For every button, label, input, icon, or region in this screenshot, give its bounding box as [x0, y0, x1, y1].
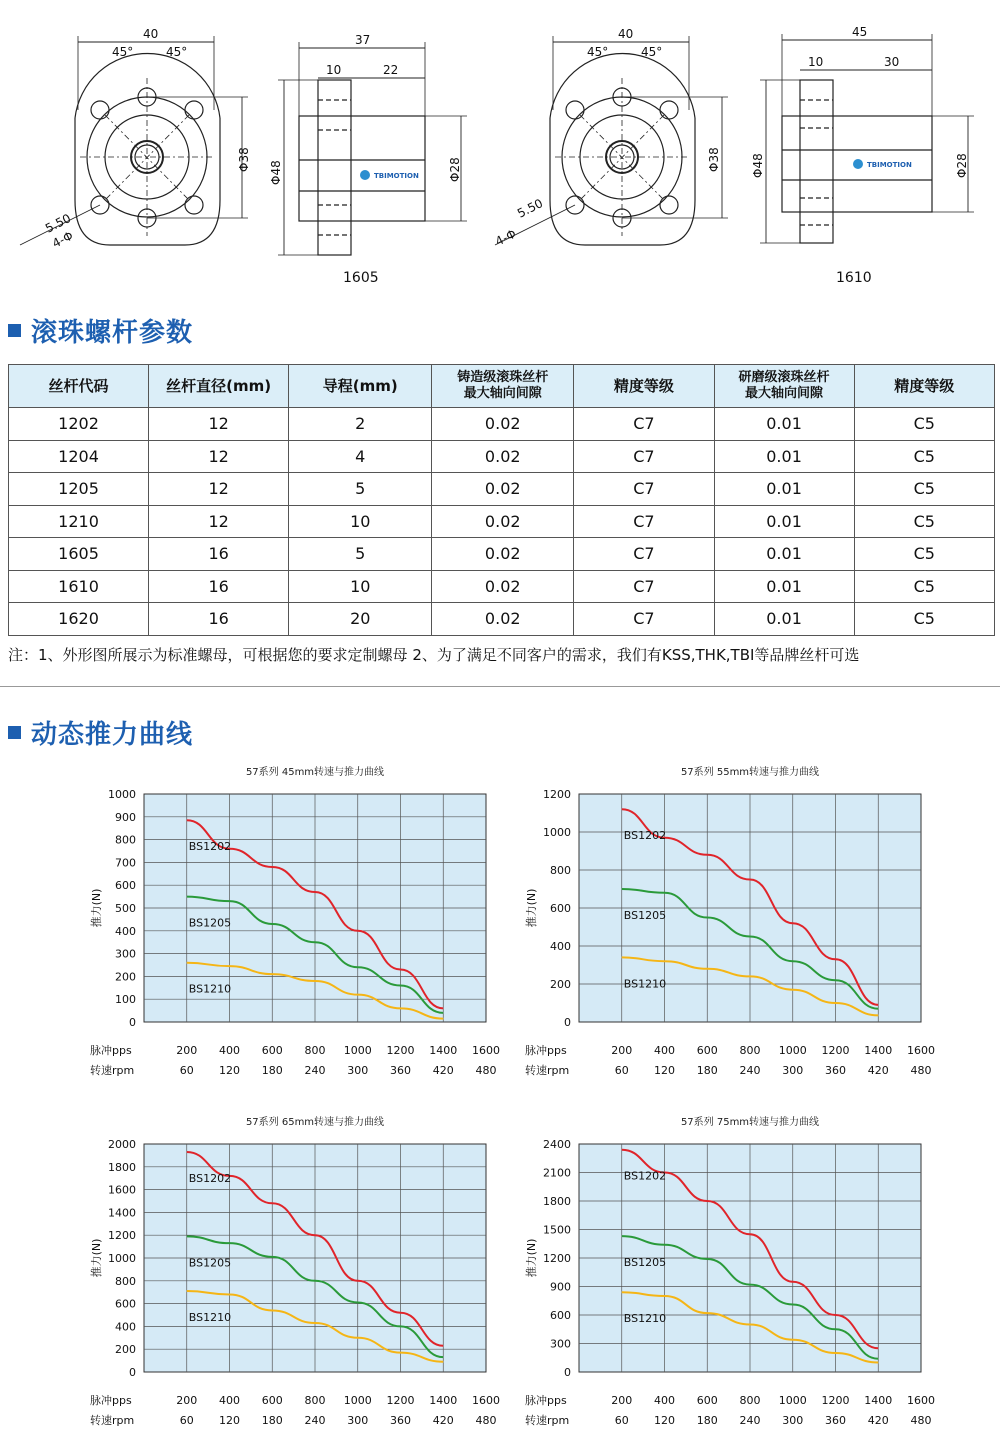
dim-width: 40	[618, 27, 634, 41]
y-tick-label: 0	[564, 1366, 571, 1379]
x-tick-label-rpm: 480	[475, 1064, 497, 1077]
thrust-chart-55mm	[515, 760, 935, 1090]
x-tick-label-pps: 1400	[429, 1044, 458, 1057]
table-cell: 1605	[9, 538, 149, 571]
x-tick-label-rpm: 240	[304, 1414, 326, 1427]
x-tick-label-rpm: 300	[347, 1414, 369, 1427]
section-title-params	[8, 312, 193, 349]
table-cell: 0.01	[714, 538, 854, 571]
y-tick-label: 900	[550, 1280, 571, 1294]
y-tick-label: 800	[115, 1274, 136, 1288]
x-axis-label-pps: 脉冲pps	[90, 1394, 132, 1407]
dim-body: 30	[884, 55, 900, 69]
x-tick-label-pps: 1600	[907, 1044, 935, 1057]
dim-inner: Φ28	[955, 153, 969, 178]
x-tick-label-pps: 400	[219, 1044, 240, 1057]
y-tick-label: 900	[115, 810, 136, 824]
dim-angle2: 45°	[641, 45, 663, 59]
x-tick-label-pps: 1400	[864, 1044, 893, 1057]
x-tick-label-pps: 600	[261, 1394, 283, 1407]
x-tick-label-pps: 1200	[386, 1044, 415, 1057]
x-tick-label-rpm: 120	[654, 1064, 675, 1077]
y-tick-label: 1200	[543, 1252, 571, 1265]
table-cell: 0.02	[432, 408, 574, 441]
x-tick-label-pps: 800	[739, 1044, 761, 1057]
table-cell: C7	[574, 505, 714, 538]
y-tick-label: 400	[550, 940, 571, 953]
series-label: BS1210	[188, 1311, 232, 1325]
y-tick-label: 300	[550, 1337, 571, 1351]
table-cell: 16	[149, 570, 289, 603]
series-label: BS1210	[188, 982, 232, 996]
x-tick-label-rpm: 240	[304, 1064, 326, 1077]
x-tick-label-pps: 200	[176, 1044, 198, 1057]
thrust-chart-75mm	[515, 1110, 935, 1440]
table-row	[9, 570, 995, 603]
section-title-text: 动态推力曲线	[31, 720, 194, 750]
series-label: BS1202	[623, 1169, 667, 1183]
y-tick-label: 2000	[108, 1138, 136, 1151]
logo-right	[853, 159, 912, 169]
y-tick-label: 600	[115, 879, 136, 893]
x-tick-label-pps: 1200	[821, 1044, 850, 1057]
table-row	[9, 505, 995, 538]
table-cell: 12	[149, 473, 289, 506]
y-tick-label: 1800	[543, 1195, 571, 1208]
table-cell: 0.01	[714, 440, 854, 473]
y-tick-label: 1000	[108, 1252, 136, 1265]
section-title-text: 滚珠螺杆参数	[31, 318, 194, 348]
drawing-label: 1610	[836, 270, 872, 286]
x-tick-label-rpm: 180	[696, 1414, 718, 1427]
table-cell: C5	[854, 538, 994, 571]
footnote: 注：1、外形图所展示为标准螺母，可根据您的要求定制螺母 2、为了满足不同客户的需求，我们有KSS,THK,TBI等品牌丝杆可选	[8, 646, 860, 664]
y-tick-label: 200	[115, 1343, 136, 1357]
dim-angle1: 45°	[587, 45, 609, 59]
spec-table	[8, 364, 995, 636]
table-cell: C7	[574, 473, 714, 506]
x-tick-label-pps: 1000	[778, 1394, 807, 1407]
x-tick-label-pps: 600	[696, 1044, 718, 1057]
y-tick-label: 700	[115, 856, 136, 870]
x-axis-label-pps: 脉冲pps	[90, 1044, 132, 1057]
table-row	[9, 538, 995, 571]
table-cell: 0.02	[432, 440, 574, 473]
section-bullet	[8, 324, 21, 337]
x-tick-label-rpm: 60	[179, 1064, 194, 1077]
y-tick-label: 600	[550, 1309, 571, 1322]
table-row	[9, 603, 995, 636]
x-tick-label-pps: 1600	[472, 1394, 500, 1407]
table-header: 丝杆代码	[9, 365, 149, 408]
x-tick-label-pps: 600	[261, 1044, 283, 1057]
series-label: BS1202	[188, 1171, 232, 1185]
x-tick-label-rpm: 360	[390, 1064, 411, 1077]
y-tick-label: 200	[115, 970, 136, 984]
x-tick-label-rpm: 480	[475, 1414, 497, 1427]
x-tick-label-pps: 200	[611, 1394, 633, 1407]
x-tick-label-rpm: 420	[867, 1414, 889, 1427]
table-row	[9, 408, 995, 441]
table-header: 精度等级	[574, 365, 714, 408]
table-header: 铸造级滚珠丝杆 最大轴向间隙	[432, 365, 574, 408]
series-label: BS1202	[623, 829, 667, 843]
table-header: 导程(mm)	[289, 365, 432, 408]
dim-outer: Φ48	[269, 160, 283, 185]
dim-flange: 10	[326, 63, 342, 77]
table-header: 精度等级	[854, 365, 994, 408]
x-tick-label-rpm: 480	[910, 1414, 932, 1427]
y-tick-label: 0	[564, 1016, 571, 1029]
table-cell: 1205	[9, 473, 149, 506]
table-cell: 1204	[9, 440, 149, 473]
table-cell: C7	[574, 440, 714, 473]
x-tick-label-rpm: 180	[696, 1064, 718, 1077]
table-cell: 16	[149, 603, 289, 636]
table-cell: 0.02	[432, 473, 574, 506]
x-tick-label-rpm: 180	[261, 1064, 283, 1077]
y-tick-label: 400	[115, 924, 136, 938]
table-cell: 12	[149, 408, 289, 441]
x-tick-label-rpm: 300	[347, 1064, 369, 1077]
table-header-row	[9, 365, 995, 408]
y-tick-label: 800	[115, 833, 136, 847]
x-tick-label-rpm: 420	[432, 1414, 454, 1427]
x-axis-label-pps: 脉冲pps	[525, 1394, 567, 1407]
series-label: BS1205	[188, 916, 232, 930]
x-tick-label-rpm: 300	[782, 1064, 804, 1077]
y-tick-label: 400	[115, 1320, 136, 1334]
table-cell: 12	[149, 440, 289, 473]
table-cell: 0.02	[432, 505, 574, 538]
table-cell: 20	[289, 603, 432, 636]
x-tick-label-rpm: 240	[739, 1064, 761, 1077]
y-tick-label: 600	[115, 1297, 136, 1311]
table-cell: C5	[854, 505, 994, 538]
series-label: BS1205	[623, 1256, 667, 1270]
table-cell: 10	[289, 570, 432, 603]
table-row	[9, 440, 995, 473]
chart-title: 57系列 65mm转速与推力曲线	[245, 1117, 385, 1128]
x-tick-label-pps: 400	[654, 1044, 675, 1057]
y-tick-label: 1200	[108, 1229, 136, 1243]
table-cell: 0.01	[714, 408, 854, 441]
x-axis-label-rpm: 转速rpm	[90, 1064, 135, 1077]
y-tick-label: 300	[115, 947, 136, 961]
table-cell: 5	[289, 473, 432, 506]
y-axis-label: 推力(N)	[90, 1238, 103, 1278]
logo-left	[360, 170, 419, 180]
table-cell: 0.01	[714, 505, 854, 538]
logo-text: TBIMOTION	[867, 161, 912, 169]
dim-angle1: 45°	[112, 45, 134, 59]
left-side-view	[278, 42, 467, 255]
logo-text: TBIMOTION	[374, 172, 419, 180]
section-bullet	[8, 726, 21, 739]
y-tick-label: 1400	[108, 1206, 136, 1220]
table-cell: C7	[574, 603, 714, 636]
chart-title: 57系列 45mm转速与推力曲线	[245, 767, 385, 778]
dim-total: 37	[355, 33, 371, 47]
x-tick-label-pps: 1600	[907, 1394, 935, 1407]
section-title-curves	[8, 714, 193, 751]
x-tick-label-rpm: 420	[867, 1064, 889, 1077]
table-header: 丝杆直径(mm)	[149, 365, 289, 408]
dim-inner: Φ28	[448, 157, 462, 182]
x-tick-label-pps: 200	[176, 1394, 198, 1407]
x-axis-label-rpm: 转速rpm	[525, 1064, 570, 1077]
table-cell: 1610	[9, 570, 149, 603]
x-tick-label-rpm: 180	[261, 1414, 283, 1427]
table-cell: 2	[289, 408, 432, 441]
dim-width: 40	[143, 27, 159, 41]
y-tick-label: 1500	[543, 1223, 571, 1237]
dim-holes: 4-Φ	[50, 228, 76, 251]
x-tick-label-pps: 600	[696, 1394, 718, 1407]
y-tick-label: 600	[550, 902, 571, 915]
x-tick-label-rpm: 240	[739, 1414, 761, 1427]
table-cell: 5	[289, 538, 432, 571]
x-tick-label-pps: 400	[654, 1394, 675, 1407]
y-axis-label: 推力(N)	[90, 888, 103, 928]
x-tick-label-pps: 400	[219, 1394, 240, 1407]
x-tick-label-rpm: 60	[179, 1414, 194, 1427]
table-cell: 0.02	[432, 603, 574, 636]
series-label: BS1205	[188, 1256, 232, 1270]
series-label: BS1205	[623, 909, 667, 922]
table-cell: C5	[854, 473, 994, 506]
table-cell: 0.01	[714, 570, 854, 603]
x-tick-label-pps: 1000	[343, 1044, 372, 1057]
x-tick-label-pps: 1000	[778, 1044, 807, 1057]
series-label: BS1202	[188, 840, 232, 854]
left-front-view	[20, 36, 248, 245]
table-cell: 1202	[9, 408, 149, 441]
table-cell: 0.01	[714, 473, 854, 506]
x-tick-label-rpm: 360	[825, 1064, 846, 1077]
series-label: BS1210	[623, 1312, 667, 1326]
y-tick-label: 800	[550, 864, 571, 877]
dim-total: 45	[852, 25, 868, 39]
x-axis-label-rpm: 转速rpm	[90, 1414, 135, 1427]
y-tick-label: 2400	[543, 1138, 571, 1151]
x-tick-label-pps: 1400	[429, 1394, 458, 1407]
dim-pcd: Φ38	[707, 147, 721, 172]
table-cell: C7	[574, 570, 714, 603]
y-tick-label: 1000	[108, 788, 136, 801]
x-tick-label-rpm: 60	[614, 1414, 629, 1427]
x-tick-label-rpm: 300	[782, 1414, 804, 1427]
right-side-view	[760, 34, 974, 243]
chart-title: 57系列 75mm转速与推力曲线	[680, 1117, 820, 1128]
thrust-chart-65mm	[80, 1110, 500, 1440]
dim-body: 22	[383, 63, 399, 77]
y-tick-label: 100	[115, 993, 136, 1007]
chart-title: 57系列 55mm转速与推力曲线	[680, 767, 820, 778]
table-cell: C5	[854, 440, 994, 473]
x-axis-label-pps: 脉冲pps	[525, 1044, 567, 1057]
table-row	[9, 473, 995, 506]
thrust-chart-45mm	[80, 760, 500, 1090]
dim-angle2: 45°	[166, 45, 188, 59]
x-tick-label-pps: 800	[739, 1394, 761, 1407]
x-tick-label-rpm: 120	[219, 1064, 240, 1077]
y-tick-label: 0	[129, 1366, 136, 1379]
dim-pcd: Φ38	[237, 147, 251, 172]
x-tick-label-rpm: 120	[219, 1414, 240, 1427]
table-cell: 16	[149, 538, 289, 571]
x-tick-label-rpm: 420	[432, 1064, 454, 1077]
dim-flange: 10	[808, 55, 824, 69]
x-tick-label-rpm: 120	[654, 1414, 675, 1427]
x-tick-label-pps: 800	[304, 1394, 326, 1407]
drawing-area	[0, 0, 1000, 300]
y-tick-label: 1000	[543, 826, 571, 839]
drawing-label: 1605	[343, 270, 379, 286]
table-cell: 0.02	[432, 538, 574, 571]
dim-hole: 5.50	[515, 196, 546, 221]
table-cell: C5	[854, 570, 994, 603]
x-tick-label-pps: 200	[611, 1044, 633, 1057]
table-header: 研磨级滚珠丝杆 最大轴向间隙	[714, 365, 854, 408]
x-tick-label-pps: 1200	[386, 1394, 415, 1407]
table-cell: 1210	[9, 505, 149, 538]
y-axis-label: 推力(N)	[525, 1238, 538, 1278]
divider	[0, 686, 1000, 687]
x-tick-label-pps: 1600	[472, 1044, 500, 1057]
table-cell: 10	[289, 505, 432, 538]
table-cell: C5	[854, 603, 994, 636]
table-cell: 1620	[9, 603, 149, 636]
x-tick-label-pps: 1200	[821, 1394, 850, 1407]
dim-hole: 5.50	[43, 211, 74, 236]
table-cell: C7	[574, 538, 714, 571]
x-tick-label-rpm: 360	[390, 1414, 411, 1427]
y-tick-label: 200	[550, 978, 571, 991]
table-cell: 0.02	[432, 570, 574, 603]
x-tick-label-rpm: 480	[910, 1064, 932, 1077]
y-axis-label: 推力(N)	[525, 888, 538, 928]
x-tick-label-pps: 1400	[864, 1394, 893, 1407]
table-cell: 0.01	[714, 603, 854, 636]
x-tick-label-pps: 800	[304, 1044, 326, 1057]
y-tick-label: 500	[115, 902, 136, 915]
x-tick-label-pps: 1000	[343, 1394, 372, 1407]
x-tick-label-rpm: 60	[614, 1064, 629, 1077]
y-tick-label: 1600	[108, 1183, 136, 1197]
dim-outer: Φ48	[751, 153, 765, 178]
table-cell: 4	[289, 440, 432, 473]
dim-holes: 4-Φ	[493, 226, 519, 249]
x-axis-label-rpm: 转速rpm	[525, 1414, 570, 1427]
y-tick-label: 2100	[543, 1166, 571, 1180]
table-cell: 12	[149, 505, 289, 538]
series-label: BS1210	[623, 977, 667, 991]
table-cell: C7	[574, 408, 714, 441]
y-tick-label: 1200	[543, 788, 571, 801]
x-tick-label-rpm: 360	[825, 1414, 846, 1427]
table-cell: C5	[854, 408, 994, 441]
y-tick-label: 1800	[108, 1160, 136, 1174]
y-tick-label: 0	[129, 1016, 136, 1029]
